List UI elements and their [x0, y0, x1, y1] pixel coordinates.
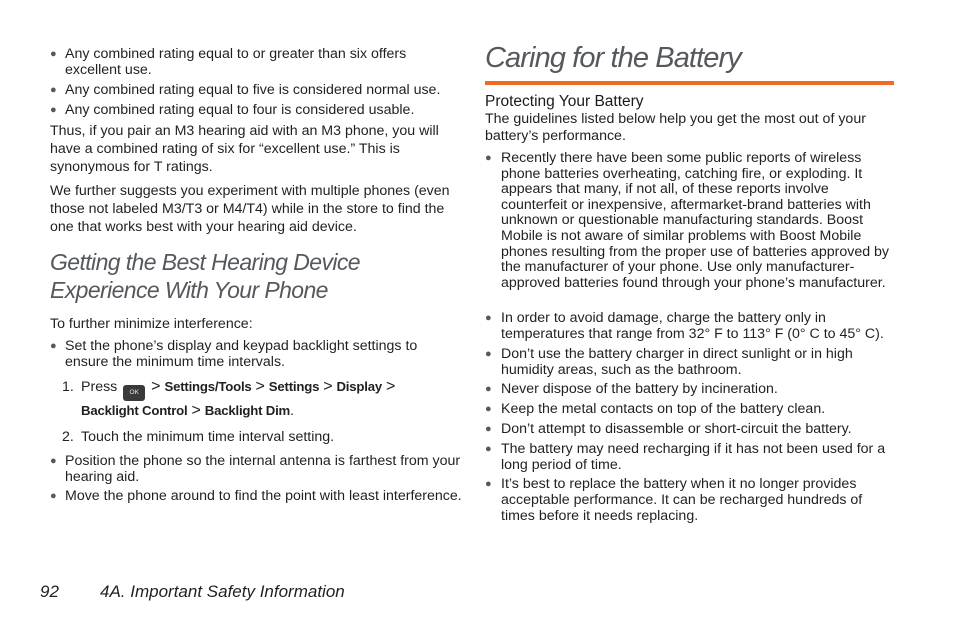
step-1: 1. Press OK > Settings/Tools > Settings > Display > Backlight Control > Backlight Dim.: [62, 377, 452, 421]
list-item: ● The battery may need recharging if it has not been used for a long period of time.: [485, 441, 886, 473]
intro-text: To further minimize interference:: [50, 316, 253, 332]
step-2: 2. Touch the minimum time interval setting.: [62, 429, 335, 445]
bullet-icon: ●: [485, 152, 492, 164]
list-item: ● Any combined rating equal to five is considered normal use.: [50, 82, 441, 98]
body-paragraph: We further suggests you experiment with multiple phones (even those not labeled M3/T3 or M4/T4) while in the store to find the one that works best with your hearing aid device.: [50, 183, 450, 235]
list-item: ● Position the phone so the internal antenna is farthest from your hearing aid.: [50, 453, 461, 485]
ok-key-icon: OK: [123, 385, 145, 401]
list-item: ● Any combined rating equal to four is considered usable.: [50, 102, 415, 118]
bullet-icon: ●: [485, 312, 492, 324]
bullet-icon: ●: [485, 403, 492, 415]
menu-path-backlight-dim: Backlight Dim: [204, 403, 291, 418]
list-item: ● Never dispose of the battery by incineration.: [485, 381, 778, 397]
section-footer: 4A. Important Safety Information: [100, 582, 345, 601]
step-1-text: Press OK > Settings/Tools > Settings > Display > Backlight Control > Backlight Dim.: [81, 378, 396, 419]
bullet-icon: ●: [50, 84, 57, 96]
list-item: ● It’s best to replace the battery when it no longer provides acceptable performance. It can be recharged hundreds of times before it needs replacing.: [485, 476, 863, 524]
list-item: ● Move the phone around to find the point with least interference.: [50, 488, 462, 504]
page-number: 92: [40, 582, 59, 601]
subheading: Protecting Your Battery: [485, 93, 644, 110]
bullet-icon: ●: [485, 383, 492, 395]
list-item: ● Any combined rating equal to or greater than six offers excellent use.: [50, 46, 407, 78]
bullet-icon: ●: [50, 48, 57, 60]
bullet-icon: ●: [50, 104, 57, 116]
list-item: ● Don’t attempt to disassemble or short-circuit the battery.: [485, 421, 852, 437]
bullet-icon: ●: [485, 348, 492, 360]
list-item: ● Keep the metal contacts on top of the battery clean.: [485, 401, 826, 417]
list-item: ● Don’t use the battery charger in direct sunlight or in high humidity areas, such as the bathroom.: [485, 346, 853, 378]
bullet-icon: ●: [50, 455, 57, 467]
page-title: Caring for the Battery: [485, 42, 741, 74]
body-paragraph: Thus, if you pair an M3 hearing aid with an M3 phone, you will have a combined rating of six for “excellent use.” This is synonymous for T ratings.: [50, 123, 439, 175]
intro-text: The guidelines listed below help you get the most out of your battery’s performance.: [485, 111, 866, 144]
bullet-icon: ●: [485, 443, 492, 455]
list-item: ● In order to avoid damage, charge the battery only in temperatures that range from 32° F to 113° F (0° C to 45° C).: [485, 310, 884, 342]
menu-path-display: Display: [336, 379, 382, 394]
menu-path-backlight-control: Backlight Control: [81, 403, 188, 418]
bullet-icon: ●: [485, 423, 492, 435]
menu-path-settings: Settings: [268, 379, 320, 394]
list-item: ● Recently there have been some public reports of wireless phone batteries overheating, catching fire, or exploding. It appears that many, if not all, of these reports involve counterfeit or inexpensive, aftermarket-brand batteries with unknown or questionable manufacturing standards. Boost Mobile is not aware of similar problems with Boost Mobile phones resulting from the proper use of batteries approved by the manufacturer of your phone. Use only manufacturer-approved batteries found through your phone’s manufacturer.: [485, 150, 890, 291]
title-rule: [485, 81, 894, 85]
bullet-icon: ●: [50, 490, 57, 502]
menu-path-settings-tools: Settings/Tools: [164, 379, 252, 394]
list-item: ● Set the phone’s display and keypad backlight settings to ensure the minimum time intervals.: [50, 338, 418, 370]
bullet-icon: ●: [50, 340, 57, 352]
section-heading: Getting the Best Hearing Device Experience With Your Phone: [50, 249, 360, 303]
bullet-icon: ●: [485, 478, 492, 490]
